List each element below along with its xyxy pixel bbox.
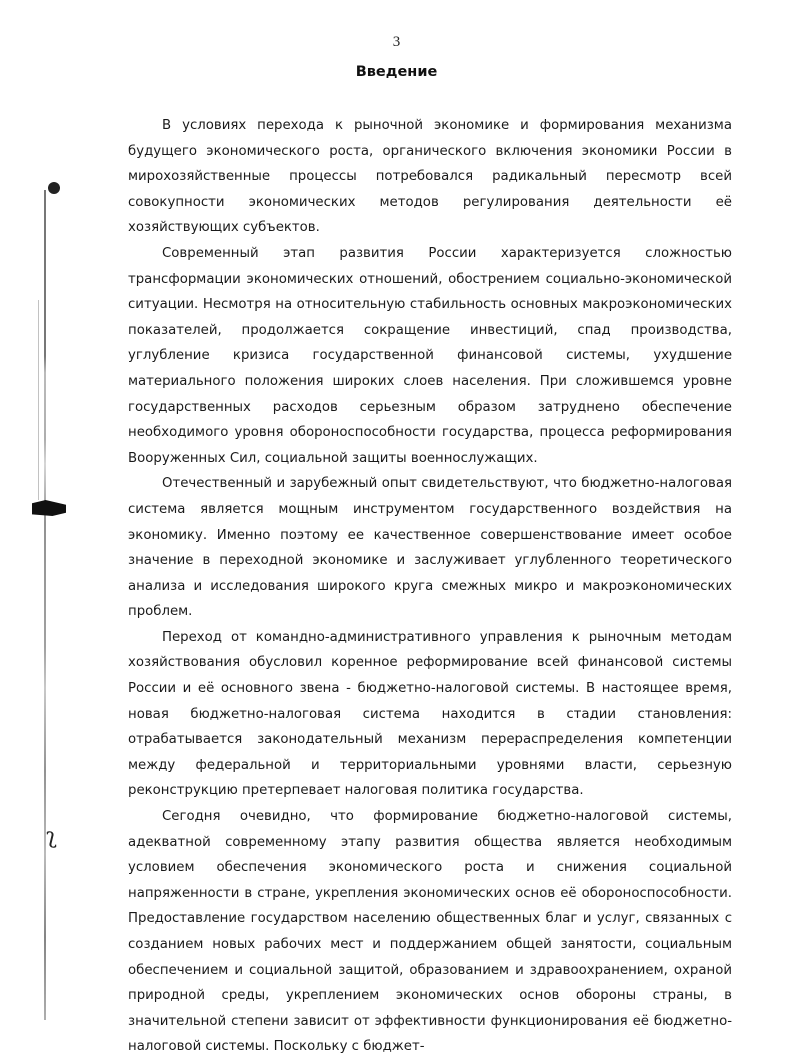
section-title: Введение (355, 64, 438, 80)
paragraph-3: Отечественный и зарубежный опыт свидетельствуют, что бюджетно-налоговая система является мощным инструментом государственного воздействия на экономику. Именно поэтому ее качественное совершенствование имеет особое значение в переходной экономике и заслуживает углубленного теоретического анализа и исследования широкого круга смежных микро и макроэкономических проблем. (128, 476, 732, 620)
paragraph-1: В условиях перехода к рыночной экономике и формирования механизма будущего экономического роста, органического включения экономики России в мирохозяйственные процессы потребовался радикальный пересмотр всей совокупности экономических методов регулирования деятельности её хозяйствующих субъектов. (128, 118, 732, 236)
paragraph-5: Сегодня очевидно, что формирование бюджетно-налоговой системы, адекватной современному этапу развития общества является необходимым условием обеспечения экономического роста и снижения социальной напряженности в стране, укрепления экономических основ её обороноспособности. Предоставление государством населению общественных благ и услуг, связанных с созданием новых рабочих мест и поддержанием общей занятости, социальным обеспечением и социальной защитой, образованием и здравоохранением, охраной природной среды, укреплением экономических основ обороны страны, в значительной степени зависит от эффективности функционирования её бюджетно-налоговой системы. Поскольку с бюджет- (128, 809, 732, 1055)
paragraph-4: Переход от командно-административного управления к рыночным методам хозяйствования обусловил коренное реформирование всей финансовой системы России и её основного звена - бюджетно-налоговой системы. В настоящее время, новая бюджетно-налоговая система находится в стадии становления: отрабатывается законодательный механизм перераспределения компетенции между федеральной и территориальными уровнями власти, серьезную реконструкцию претерпевает налоговая политика государства. (128, 629, 732, 799)
scan-margin-line-secondary (38, 300, 39, 500)
page-number: 3 (392, 34, 401, 50)
scan-margin-line (44, 190, 46, 1020)
scan-artifact-mark: ʅ (46, 824, 57, 849)
paragraph-2: Современный этап развития России характеризуется сложностью трансформации экономических отношений, обострением социально-экономической ситуации. Несмотря на относительную стабильность основных макроэкономических показателей, продолжается сокращение инвестиций, спад производства, углубление кризиса государственной финансовой системы, ухудшение материального положения широких слоев населения. При сложившемся уровне государственных расходов серьезным образом затруднено обеспечение необходимого уровня обороноспособности государства, процесса реформирования Вооруженных Сил, социальной защиты военнослужащих. (128, 245, 732, 466)
scan-artifact-dot (48, 182, 60, 194)
body-text (128, 113, 732, 1060)
scan-artifact-blot (32, 500, 66, 516)
